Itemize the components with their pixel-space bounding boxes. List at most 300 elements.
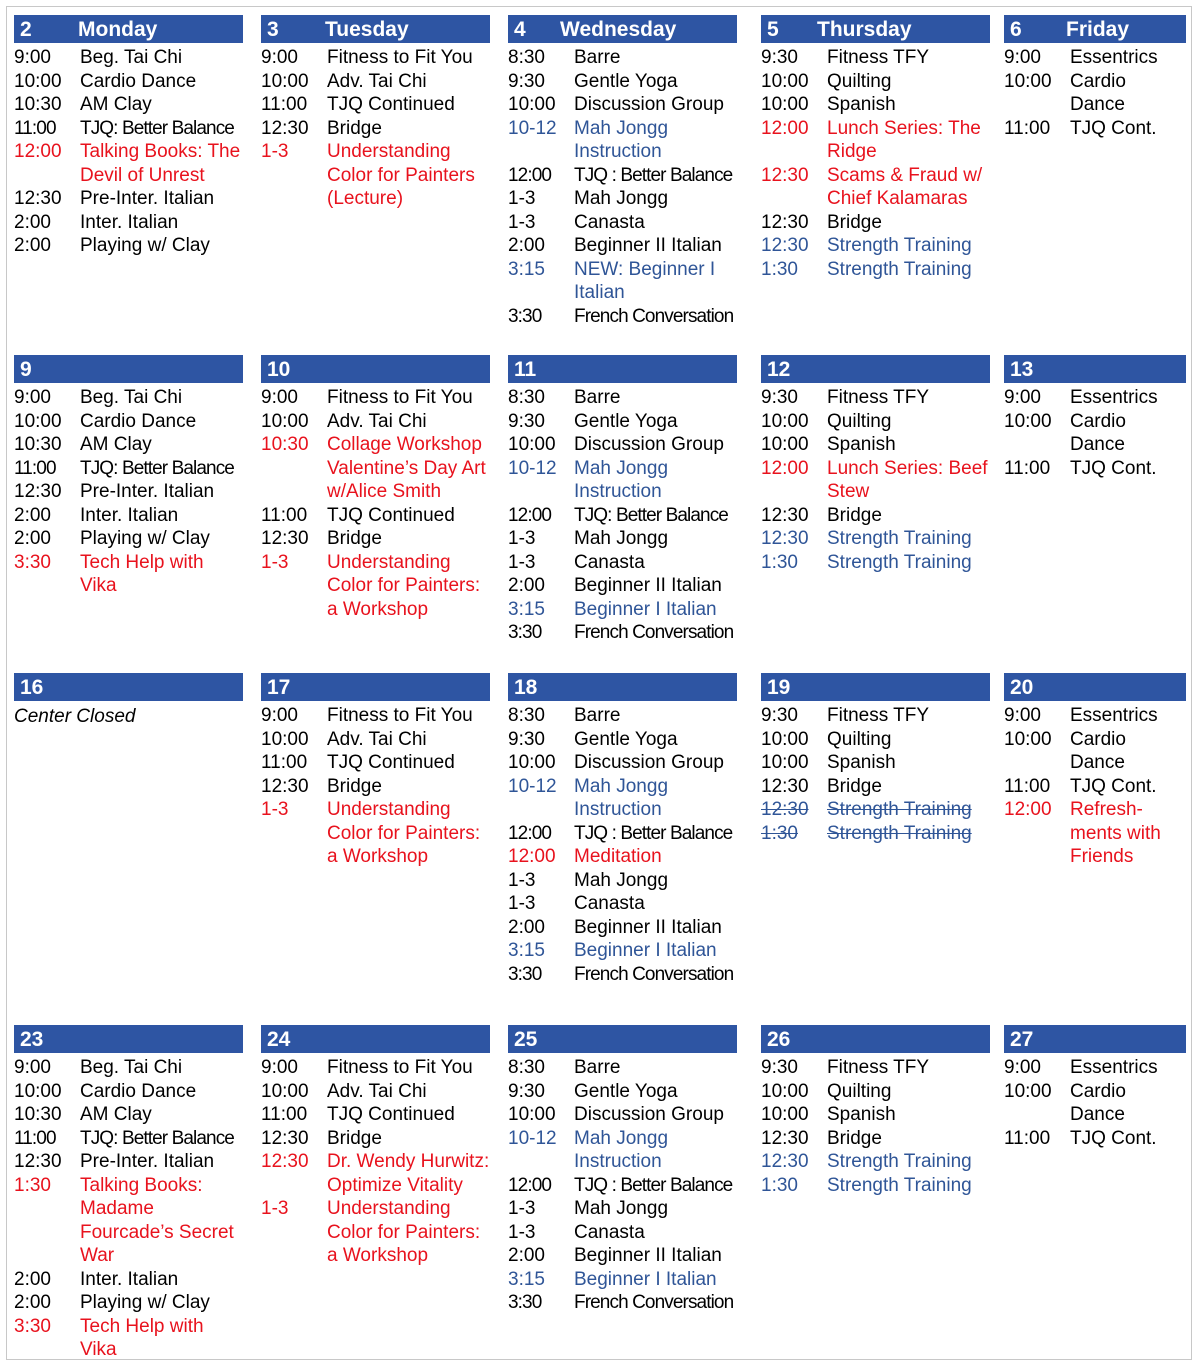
event-title: Beginner I Italian: [574, 940, 717, 961]
event-item: [508, 410, 737, 434]
event-item: [761, 386, 990, 410]
event-time: 10-12: [508, 117, 557, 139]
event-item: [1004, 1056, 1186, 1080]
event-title: Understanding Color for Painters (Lecture): [327, 141, 475, 209]
event-time: 3:30: [508, 963, 542, 985]
event-time: 10:00: [761, 94, 809, 115]
event-title: Bridge: [327, 117, 382, 139]
event-title: French Conversation: [574, 305, 734, 327]
event-title: Quilting: [827, 410, 892, 432]
day-number: 19: [767, 676, 791, 699]
event-time: 9:00: [261, 47, 298, 68]
day-header: [1004, 15, 1186, 43]
event-item: [14, 480, 243, 504]
event-time: 12:30: [261, 117, 309, 139]
event-time: 10:00: [508, 752, 556, 773]
event-item: [761, 93, 990, 117]
event-item: [508, 845, 737, 869]
event-time: 12:30: [261, 528, 309, 549]
event-time: 11:00: [261, 94, 308, 115]
event-item: [508, 621, 737, 645]
event-time: 9:30: [508, 1080, 545, 1102]
event-item: [508, 1268, 737, 1292]
event-list: [14, 386, 243, 598]
event-time: 12:30: [761, 528, 809, 549]
event-title: Pre-Inter. Italian: [80, 1151, 215, 1172]
event-title: Strength Training: [827, 1174, 972, 1196]
event-title: TJQ: Better Balance: [80, 457, 234, 479]
event-time: 9:30: [761, 1057, 798, 1078]
event-title: TJQ Continued: [327, 504, 455, 526]
event-time: 2:00: [508, 1245, 545, 1266]
event-time: 3:30: [508, 1292, 542, 1313]
event-item: [508, 211, 737, 235]
event-title: Lunch Series: The Ridge: [827, 117, 981, 162]
event-item: [14, 140, 243, 187]
event-title: Canasta: [574, 211, 645, 233]
event-time: 1-3: [508, 211, 536, 233]
event-title: Understanding Color for Painters: a Workshop: [327, 799, 481, 867]
event-item: [1004, 728, 1186, 775]
event-item: [14, 1150, 243, 1174]
event-title: TJQ Cont.: [1070, 457, 1157, 479]
event-title: Cardio Dance: [1070, 410, 1126, 455]
event-item: [261, 70, 490, 94]
event-title: Barre: [574, 1057, 621, 1078]
event-item: [761, 551, 990, 575]
event-item: [508, 551, 737, 575]
event-title: Playing w/ Clay: [80, 1292, 210, 1313]
day-cell: [1004, 355, 1186, 480]
event-title: Mah Jongg Instruction: [574, 457, 669, 502]
event-time: 10:00: [261, 70, 309, 92]
event-item: [261, 1080, 490, 1104]
day-header: [1004, 1025, 1186, 1053]
event-item: [508, 433, 737, 457]
event-item: [14, 1174, 243, 1268]
event-item: [761, 704, 990, 728]
event-list: [508, 704, 737, 986]
event-item: [14, 1268, 243, 1292]
event-time: 3:15: [508, 940, 545, 961]
event-title: Cardio Dance: [80, 1080, 197, 1102]
day-header: [761, 355, 990, 383]
day-cell: [508, 355, 737, 645]
event-list: [14, 1056, 243, 1362]
event-item: [508, 751, 737, 775]
event-item: [508, 963, 737, 987]
event-title: Dr. Wendy Hurwitz: Optimize Vitality: [327, 1151, 490, 1196]
event-item: [508, 258, 737, 305]
event-time: 9:00: [1004, 47, 1041, 68]
event-item: [14, 1291, 243, 1315]
event-time: 9:00: [1004, 1057, 1041, 1078]
event-title: French Conversation: [574, 963, 734, 985]
event-time: 2:00: [14, 235, 51, 256]
event-list: [761, 386, 990, 574]
event-item: [761, 1103, 990, 1127]
event-time: 1:30: [14, 1174, 51, 1196]
day-header: [761, 673, 990, 701]
event-time: 10:00: [14, 70, 62, 92]
event-item: [761, 258, 990, 282]
event-title: Cardio Dance: [80, 70, 197, 92]
event-item: [761, 1127, 990, 1151]
event-list: [761, 1056, 990, 1197]
event-item: [1004, 70, 1186, 117]
event-title: AM Clay: [80, 434, 152, 455]
event-time: 10:00: [1004, 70, 1052, 92]
event-title: Inter. Italian: [80, 211, 179, 233]
event-title: NEW: Beginner I Italian: [574, 258, 716, 303]
event-title: Essentrics: [1070, 1057, 1158, 1078]
event-item: [261, 775, 490, 799]
event-item: [261, 704, 490, 728]
event-title: Beginner II Italian: [574, 1245, 722, 1266]
event-title: Essentrics: [1070, 387, 1158, 408]
event-title: Gentle Yoga: [574, 70, 678, 92]
event-time: 10:00: [761, 434, 809, 455]
event-time: 12:30: [14, 481, 62, 502]
event-title: Spanish: [827, 94, 896, 115]
event-title: Collage Workshop Valentine’s Day Art w/Alice Smith: [327, 434, 486, 502]
event-time: 10:00: [761, 1104, 809, 1125]
day-cell: [1004, 673, 1186, 869]
event-time: 1-3: [508, 1198, 536, 1219]
event-title: Beginner II Italian: [574, 575, 722, 596]
event-title: Adv. Tai Chi: [327, 70, 427, 92]
day-number: 3: [267, 18, 279, 41]
event-title: Mah Jongg: [574, 869, 669, 891]
event-title: Canasta: [574, 551, 645, 573]
weekday-name: Monday: [78, 18, 158, 41]
event-item: [761, 798, 990, 822]
event-title: Fitness to Fit You: [327, 705, 473, 726]
event-time: 9:30: [508, 728, 545, 750]
day-header: [261, 673, 490, 701]
event-time: 9:00: [261, 1057, 298, 1078]
day-header: [261, 15, 490, 43]
event-item: [508, 704, 737, 728]
event-title: Pre-Inter. Italian: [80, 188, 215, 209]
event-time: 10:30: [14, 1104, 62, 1125]
event-time: 10:00: [508, 94, 556, 115]
event-title: Bridge: [827, 775, 882, 797]
event-title: Beginner II Italian: [574, 916, 722, 938]
event-title: Barre: [574, 47, 621, 68]
day-header: [1004, 355, 1186, 383]
event-item: [761, 1174, 990, 1198]
event-item: [761, 211, 990, 235]
event-title: Quilting: [827, 728, 892, 750]
event-time: 12:00: [508, 822, 552, 844]
event-title: Bridge: [827, 1127, 882, 1149]
event-item: [508, 305, 737, 329]
event-title: Mah Jongg: [574, 528, 669, 549]
event-time: 12:30: [14, 188, 62, 209]
day-cell: [14, 355, 243, 598]
day-cell: [14, 15, 243, 258]
event-list: [261, 46, 490, 211]
event-item: [761, 728, 990, 752]
event-title: Mah Jongg Instruction: [574, 1127, 669, 1172]
event-time: 10-12: [508, 1127, 557, 1149]
event-time: 10:00: [14, 1080, 62, 1102]
event-title: Cardio Dance: [80, 410, 197, 432]
day-cell: [261, 355, 490, 621]
day-cell: [508, 15, 737, 328]
event-time: 2:00: [508, 235, 545, 256]
event-item: [508, 117, 737, 164]
event-title: Fitness to Fit You: [327, 1057, 473, 1078]
event-time: 12:30: [761, 799, 809, 820]
event-time: 12:30: [261, 775, 309, 797]
event-title: Adv. Tai Chi: [327, 728, 427, 750]
event-item: [261, 1150, 490, 1197]
day-number: 16: [20, 676, 44, 699]
day-number: 11: [514, 358, 537, 381]
day-cell: [508, 673, 737, 986]
event-time: 3:30: [14, 1315, 51, 1337]
event-time: 9:00: [14, 1057, 51, 1078]
event-item: [508, 822, 737, 846]
event-item: [14, 117, 243, 141]
event-time: 10:00: [508, 434, 556, 455]
event-item: [14, 46, 243, 70]
event-title: Pre-Inter. Italian: [80, 481, 215, 502]
day-cell: [761, 355, 990, 574]
event-title: TJQ Cont.: [1070, 775, 1157, 797]
event-item: [508, 187, 737, 211]
event-item: [508, 527, 737, 551]
event-title: Mah Jongg: [574, 188, 669, 209]
day-cell: [14, 1025, 243, 1362]
event-list: [1004, 704, 1186, 869]
event-title: Cardio Dance: [1070, 70, 1126, 115]
event-title: Strength Training: [827, 1151, 972, 1172]
event-title: Talking Books: The Devil of Unrest: [80, 141, 241, 186]
event-title: Bridge: [327, 528, 382, 549]
event-time: 1-3: [508, 551, 536, 573]
event-time: 1:30: [761, 258, 798, 280]
event-time: 2:00: [508, 575, 545, 596]
day-number: 5: [767, 18, 779, 41]
event-item: [761, 117, 990, 164]
event-time: 12:00: [761, 117, 809, 139]
event-title: Beg. Tai Chi: [80, 387, 183, 408]
event-time: 12:00: [508, 504, 552, 526]
event-item: [508, 939, 737, 963]
event-time: 11:00: [1004, 1127, 1051, 1149]
event-item: [1004, 775, 1186, 799]
event-time: 12:00: [508, 1174, 552, 1196]
event-title: TJQ Continued: [327, 94, 455, 115]
event-title: Inter. Italian: [80, 504, 179, 526]
event-time: 1-3: [508, 869, 536, 891]
event-item: [761, 1056, 990, 1080]
event-time: 1-3: [508, 188, 536, 209]
event-time: 12:30: [261, 1151, 309, 1172]
event-time: 2:00: [14, 1268, 51, 1290]
event-item: [508, 1080, 737, 1104]
event-time: 1-3: [261, 799, 289, 820]
event-time: 3:30: [14, 551, 51, 573]
day-number: 20: [1010, 676, 1034, 699]
event-title: Scams & Fraud w/ Chief Kalamaras: [827, 164, 983, 209]
event-title: TJQ: Better Balance: [80, 1127, 234, 1149]
event-time: 11:00: [14, 1127, 56, 1149]
event-item: [14, 551, 243, 598]
event-item: [761, 775, 990, 799]
event-time: 3:15: [508, 598, 545, 620]
weekday-name: Wednesday: [560, 18, 677, 41]
day-header: [261, 355, 490, 383]
event-title: Bridge: [327, 775, 382, 797]
event-list: [508, 46, 737, 328]
event-item: [1004, 386, 1186, 410]
day-header: [761, 1025, 990, 1053]
event-list: [1004, 386, 1186, 480]
event-title: Gentle Yoga: [574, 410, 678, 432]
event-item: [508, 457, 737, 504]
day-header: [14, 355, 243, 383]
event-title: Discussion Group: [574, 94, 724, 115]
event-list: [761, 46, 990, 281]
day-cell: [761, 15, 990, 281]
event-list: [261, 1056, 490, 1268]
event-item: [1004, 46, 1186, 70]
event-item: [761, 504, 990, 528]
day-header: [14, 15, 243, 43]
event-item: [14, 433, 243, 457]
event-title: Bridge: [827, 211, 882, 233]
event-time: 3:30: [508, 622, 542, 643]
event-title: Beg. Tai Chi: [80, 47, 183, 68]
day-number: 10: [267, 358, 291, 381]
event-time: 12:30: [761, 235, 809, 256]
event-time: 2:00: [14, 528, 51, 549]
event-title: Fitness to Fit You: [327, 47, 473, 68]
event-item: [508, 386, 737, 410]
event-title: TJQ : Better Balance: [574, 164, 733, 186]
event-time: 11:00: [14, 117, 56, 139]
event-time: 11:00: [1004, 457, 1051, 479]
event-item: [261, 1197, 490, 1268]
event-time: 11:00: [1004, 117, 1051, 139]
event-item: [508, 1127, 737, 1174]
event-title: Understanding Color for Painters: a Workshop: [327, 551, 481, 620]
event-title: Fitness TFY: [827, 47, 930, 68]
event-title: Understanding Color for Painters: a Workshop: [327, 1198, 481, 1266]
event-item: [508, 869, 737, 893]
day-number: 17: [267, 676, 291, 699]
event-title: AM Clay: [80, 94, 152, 115]
event-time: 12:30: [761, 1127, 809, 1149]
event-item: [1004, 704, 1186, 728]
event-title: Quilting: [827, 70, 892, 92]
event-time: 12:00: [761, 457, 809, 479]
day-header: [508, 15, 737, 43]
event-item: [14, 410, 243, 434]
event-time: 10:30: [14, 434, 62, 455]
event-list: [261, 704, 490, 869]
day-number: 12: [767, 358, 791, 381]
event-item: [261, 551, 490, 622]
event-item: [261, 433, 490, 504]
event-time: 3:15: [508, 258, 545, 280]
event-time: 9:00: [261, 387, 298, 408]
day-header: [261, 1025, 490, 1053]
event-item: [508, 916, 737, 940]
event-time: 11:00: [261, 752, 308, 773]
day-cell: [761, 673, 990, 845]
event-title: Strength Training: [827, 822, 972, 844]
event-item: [261, 1103, 490, 1127]
event-time: 12:30: [261, 1127, 309, 1149]
event-title: Playing w/ Clay: [80, 528, 210, 549]
event-time: 9:30: [508, 410, 545, 432]
event-item: [1004, 457, 1186, 481]
event-item: [14, 1315, 243, 1362]
event-item: [761, 410, 990, 434]
day-number: 24: [267, 1028, 291, 1051]
event-title: Playing w/ Clay: [80, 235, 210, 256]
event-time: 10:00: [761, 410, 809, 432]
event-time: 12:30: [14, 1151, 62, 1172]
event-item: [508, 1244, 737, 1268]
event-item: [508, 234, 737, 258]
event-title: Strength Training: [827, 235, 972, 256]
event-time: 10:00: [761, 1080, 809, 1102]
event-time: 12:00: [508, 164, 552, 186]
event-time: 12:30: [761, 211, 809, 233]
event-item: [508, 1291, 737, 1315]
event-item: [508, 70, 737, 94]
event-title: Talking Books: Madame Fourcade’s Secret War: [80, 1174, 234, 1266]
day-number: 27: [1010, 1028, 1034, 1051]
event-title: Gentle Yoga: [574, 728, 678, 750]
event-item: [14, 1127, 243, 1151]
event-item: [14, 1056, 243, 1080]
event-title: Discussion Group: [574, 1104, 724, 1125]
event-time: 8:30: [508, 705, 545, 726]
event-time: 9:30: [508, 70, 545, 92]
event-list: [1004, 1056, 1186, 1150]
event-time: 10:30: [14, 94, 62, 115]
event-title: Strength Training: [827, 551, 972, 573]
event-title: Mah Jongg Instruction: [574, 775, 669, 820]
event-list: [14, 46, 243, 258]
event-time: 12:30: [761, 164, 809, 186]
event-time: 10:00: [261, 410, 309, 432]
event-title: Spanish: [827, 752, 896, 773]
event-item: [761, 164, 990, 211]
event-title: TJQ : Better Balance: [574, 1174, 733, 1196]
event-time: 9:30: [761, 705, 798, 726]
event-time: 10:00: [761, 728, 809, 750]
event-item: [508, 46, 737, 70]
event-time: 1:30: [761, 822, 798, 844]
event-title: Strength Training: [827, 528, 972, 549]
event-title: Barre: [574, 705, 621, 726]
event-item: [508, 574, 737, 598]
event-time: 11:00: [1004, 775, 1051, 797]
event-title: AM Clay: [80, 1104, 152, 1125]
event-item: [761, 1150, 990, 1174]
event-time: 3:15: [508, 1268, 545, 1290]
event-title: TJQ Continued: [327, 1104, 455, 1125]
event-title: Cardio Dance: [1070, 1080, 1126, 1125]
